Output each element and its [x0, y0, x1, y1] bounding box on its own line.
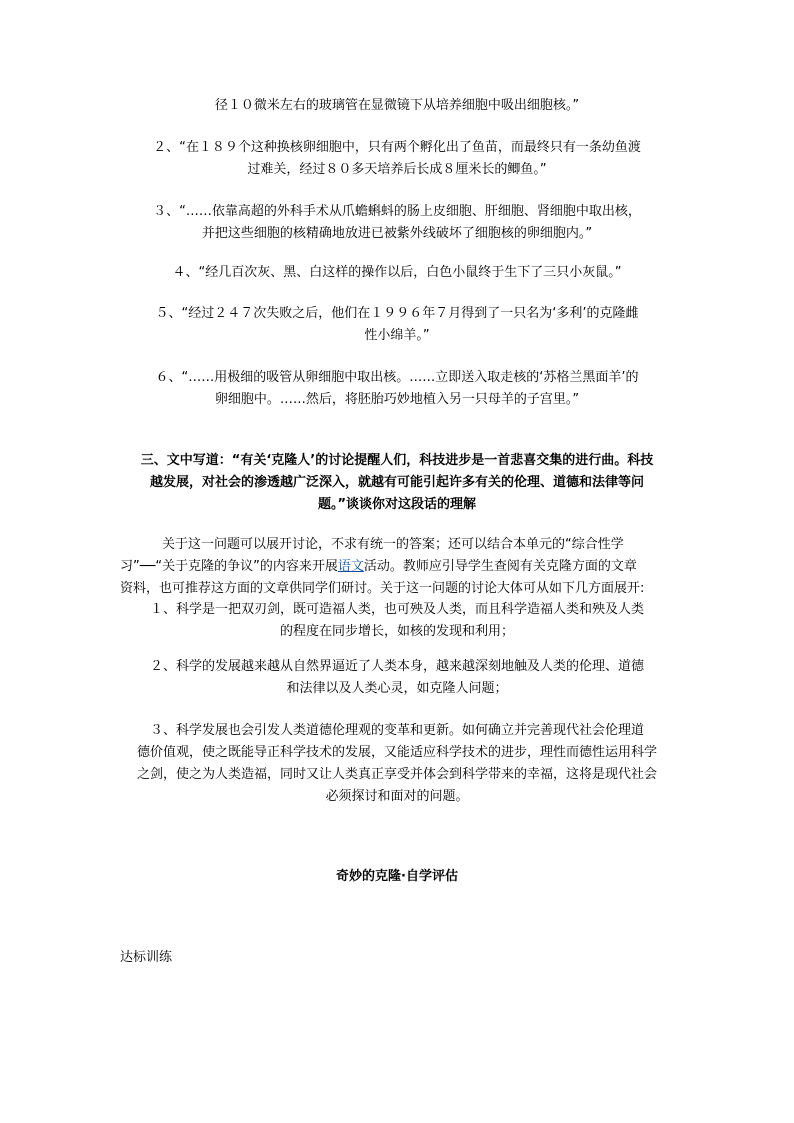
list-item-5: [120, 303, 674, 347]
question-line: 越发展，对社会的渗透越广泛深入，就越有可能引起许多有关的伦理、道德和法律等问: [149, 475, 644, 490]
question-line: 三、文中写道：“有关‘克隆人’的讨论提醒人们，科技进步是一首悲喜交集的进行曲。科技: [140, 453, 654, 468]
continuation-paragraph: [120, 95, 674, 117]
list-item-6: [120, 367, 674, 411]
answer-point-line: １、科学是一把双刃剑，既可造福人类，也可殃及人类，而且科学造福人类和殃及人类: [149, 602, 644, 617]
question-line: 题。”谈谈你对这段话的理解: [317, 497, 477, 512]
answer-point-1: [120, 599, 674, 643]
answer-intro-line: 资料，也可推荐这方面的文章供同学们研讨。关于这一问题的讨论大体可从如下几方面展开:: [120, 581, 645, 596]
answer-point-line: 德价值观，使之既能导正科学技术的发展，又能适应科学技术的进步，理性而德性运用科学: [136, 745, 657, 760]
answer-point-line: ２、科学的发展越来越从自然界逼近了人类本身，越来越深刻地触及人类的伦理、道德: [149, 659, 644, 674]
list-item-4: [120, 262, 674, 284]
list-item-line: ４、“经几百次灰、黑、白这样的操作以后，白色小鼠终于生下了三只小灰鼠。”: [172, 265, 622, 280]
list-item-line: ５、“经过２４７次失败之后，他们在１９９６年７月得到了一只名为‘多利’的克隆雌: [155, 306, 639, 321]
answer-point-line: 必须探讨和面对的问题。: [325, 789, 469, 804]
list-item-line: ３、“……依靠高超的外科手术从爪蟾蝌蚪的肠上皮细胞、肝细胞、肾细胞中取出核，: [153, 204, 641, 219]
list-item-3: [120, 201, 674, 245]
answer-point-line: 和法律以及人类心灵，如克隆人问题；: [286, 681, 508, 696]
practice-heading-text: 达标训练: [120, 950, 173, 965]
list-item-2: [120, 137, 674, 181]
section-title: [120, 866, 674, 888]
practice-heading: [120, 947, 680, 969]
answer-intro-text: 活动。教师应引导学生查阅有关克隆方面的文章: [363, 559, 637, 574]
answer-point-2: [120, 656, 674, 700]
chinese-subject-link[interactable]: 语文: [337, 559, 364, 574]
list-item-line: 性小绵羊。”: [364, 328, 430, 343]
list-item-line: ６、“……用极细的吸管从卵细胞中取出核。……立即送入取走核的‘苏格兰黑面羊’的: [155, 370, 639, 385]
continuation-line: 径１０微米左右的玻璃管在显微镜下从培养细胞中吸出细胞核。”: [214, 98, 580, 113]
list-item-line: 过难关，经过８０多天培养后长成８厘米长的鲫鱼。”: [247, 162, 547, 177]
list-item-line: ２、“在１８９个这种换核卵细胞中，只有两个孵化出了鱼苗，而最终只有一条幼鱼渡: [153, 140, 641, 155]
answer-point-3: [120, 720, 674, 808]
answer-intro-text: 习”──“关于克隆的争议”的内容来开展: [120, 559, 338, 574]
list-item-line: 并把这些细胞的核精确地放进已被紫外线破坏了细胞核的卵细胞内。”: [201, 226, 593, 241]
list-item-line: 卵细胞中。……然后，将胚胎巧妙地植入另一只母羊的子宫里。”: [214, 392, 580, 407]
answer-intro-line: 关于这一问题可以展开讨论，不求有统一的答案；还可以结合本单元的“综合性学: [162, 537, 624, 552]
question-3-heading: [120, 450, 674, 516]
answer-point-line: 之剑，使之为人类造福，同时又让人类真正享受并体会到科学带来的幸福，这将是现代社会: [136, 767, 657, 782]
answer-point-line: ３、科学发展也会引发人类道德伦理观的变革和更新。如何确立并完善现代社会伦理道: [149, 723, 644, 738]
answer-point-line: 的程度在同步增长，如核的发现和利用；: [279, 624, 514, 639]
answer-intro-line-2: [120, 556, 680, 578]
answer-intro: [120, 534, 680, 600]
section-title-text: 奇妙的克隆·自学评估: [336, 869, 458, 884]
